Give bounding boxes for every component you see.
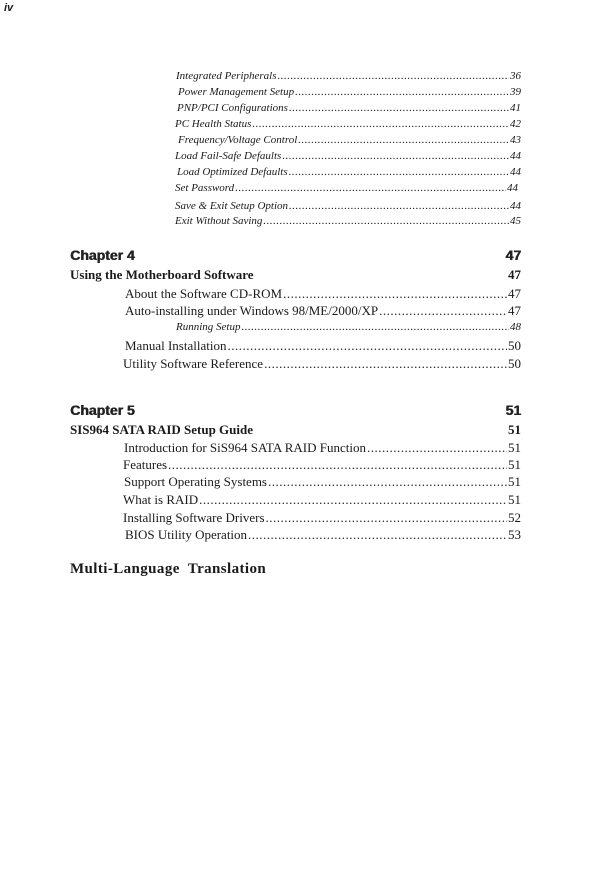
toc-entry[interactable] (175, 118, 521, 130)
toc-entry-page: 43 (510, 134, 521, 146)
toc-entry-title: Load Optimized Defaults (177, 166, 288, 178)
toc-leader (379, 303, 507, 319)
toc-entry-title: Set Password (175, 182, 235, 194)
toc-entry-title: Manual Installation (125, 338, 227, 353)
toc-leader (199, 492, 507, 508)
toc-entry-page: 51 (508, 492, 521, 507)
toc-entry-title: Support Operating Systems (124, 474, 267, 489)
toc-entry[interactable] (176, 70, 521, 82)
toc-leader (298, 134, 509, 146)
toc-leader (264, 356, 507, 372)
toc-entry-page: 48 (510, 321, 521, 333)
toc-leader (263, 215, 509, 227)
toc-entry-page: 41 (510, 102, 521, 114)
chapter-title: Using the Motherboard Software (70, 267, 254, 282)
toc-entry[interactable] (125, 338, 521, 354)
toc-entry-page: 51 (508, 474, 521, 489)
toc-leader (282, 150, 509, 162)
toc-leader (367, 440, 507, 456)
toc-entry-title: Frequency/Voltage Control (178, 134, 298, 146)
toc-entry[interactable] (175, 182, 518, 194)
toc-entry-page: 50 (508, 338, 521, 353)
toc-entry[interactable] (123, 457, 521, 473)
toc-entry-page: 44 (510, 200, 521, 212)
toc-entry-page: 45 (510, 215, 521, 227)
toc-entry[interactable] (178, 86, 521, 98)
toc-entry-page: 52 (508, 510, 521, 525)
toc-leader (289, 200, 509, 212)
toc-leader (268, 474, 507, 490)
toc-leader (235, 182, 506, 194)
toc-entry[interactable] (176, 321, 521, 333)
toc-entry[interactable] (124, 474, 521, 490)
toc-entry-title: Integrated Peripherals (176, 70, 277, 82)
toc-entry-title: Introduction for SiS964 SATA RAID Function (124, 440, 366, 455)
toc-entry-title: PC Health Status (175, 118, 252, 130)
toc-entry[interactable] (175, 215, 521, 227)
toc-entry-title: Installing Software Drivers (123, 510, 265, 525)
toc-entry[interactable] (177, 166, 521, 178)
toc-entry[interactable] (125, 286, 521, 302)
toc-entry-page: 51 (508, 457, 521, 472)
toc-entry[interactable] (177, 102, 521, 114)
toc-entry-title: Save & Exit Setup Option (175, 200, 289, 212)
toc-leader (248, 527, 507, 543)
chapter-5-title[interactable] (70, 422, 521, 438)
toc-entry[interactable] (125, 527, 521, 543)
chapter-title: SIS964 SATA RAID Setup Guide (70, 422, 254, 437)
toc-entry-title: Exit Without Saving (175, 215, 263, 227)
toc-entry-title: Running Setup (176, 321, 241, 333)
chapter-title-page: 51 (508, 422, 521, 437)
toc-entry-page: 47 (508, 286, 521, 301)
toc-entry-title: PNP/PCI Configurations (177, 102, 288, 114)
toc-entry-title: Load Fail-Safe Defaults (175, 150, 282, 162)
toc-entry-title: What is RAID (123, 492, 199, 507)
toc-entry[interactable] (175, 200, 521, 212)
toc-entry-title: BIOS Utility Operation (125, 527, 248, 542)
page-number: iv (4, 2, 14, 14)
toc-entry-page: 53 (508, 527, 521, 542)
toc-leader (168, 457, 507, 473)
chapter-page: 47 (505, 247, 521, 263)
toc-entry-page: 44 (510, 150, 521, 162)
toc-leader (295, 86, 509, 98)
toc-leader (289, 102, 509, 114)
toc-leader (252, 118, 509, 130)
toc-leader (278, 70, 509, 82)
toc-leader (227, 338, 507, 354)
toc-entry[interactable] (178, 134, 521, 146)
toc-entry[interactable] (124, 440, 521, 456)
multi-language-heading[interactable]: Multi-Language Translation (70, 561, 267, 577)
chapter-page: 51 (505, 402, 521, 418)
toc-leader (289, 166, 509, 178)
toc-leader (266, 510, 507, 526)
toc-entry-page: 51 (508, 440, 521, 455)
toc-entry-title: About the Software CD-ROM (125, 286, 283, 301)
chapter-5-header[interactable] (70, 402, 521, 418)
toc-entry-title: Utility Software Reference (123, 356, 264, 371)
toc-entry-page: 42 (510, 118, 521, 130)
toc-entry-page: 50 (508, 356, 521, 371)
chapter-title-page: 47 (508, 267, 521, 282)
toc-entry-page: 47 (508, 303, 521, 318)
toc-leader (241, 321, 509, 333)
chapter-4-header[interactable] (70, 247, 521, 263)
toc-entry[interactable] (125, 303, 521, 319)
toc-entry[interactable] (123, 356, 521, 372)
chapter-label: Chapter 5 (70, 402, 135, 418)
toc-entry[interactable] (123, 510, 521, 526)
toc-entry-page: 44 (510, 166, 521, 178)
toc-leader (283, 286, 507, 302)
toc-entry-page: 39 (510, 86, 521, 98)
toc-entry-page: 36 (510, 70, 521, 82)
toc-entry-page: 44 (507, 182, 518, 194)
chapter-label: Chapter 4 (70, 247, 135, 263)
toc-entry-title: Power Management Setup (178, 86, 295, 98)
toc-entry-title: Features (123, 457, 168, 472)
toc-entry[interactable] (175, 150, 521, 162)
toc-entry[interactable] (123, 492, 521, 508)
toc-entry-title: Auto-installing under Windows 98/ME/2000/XP (125, 303, 379, 318)
chapter-4-title[interactable] (70, 267, 521, 283)
